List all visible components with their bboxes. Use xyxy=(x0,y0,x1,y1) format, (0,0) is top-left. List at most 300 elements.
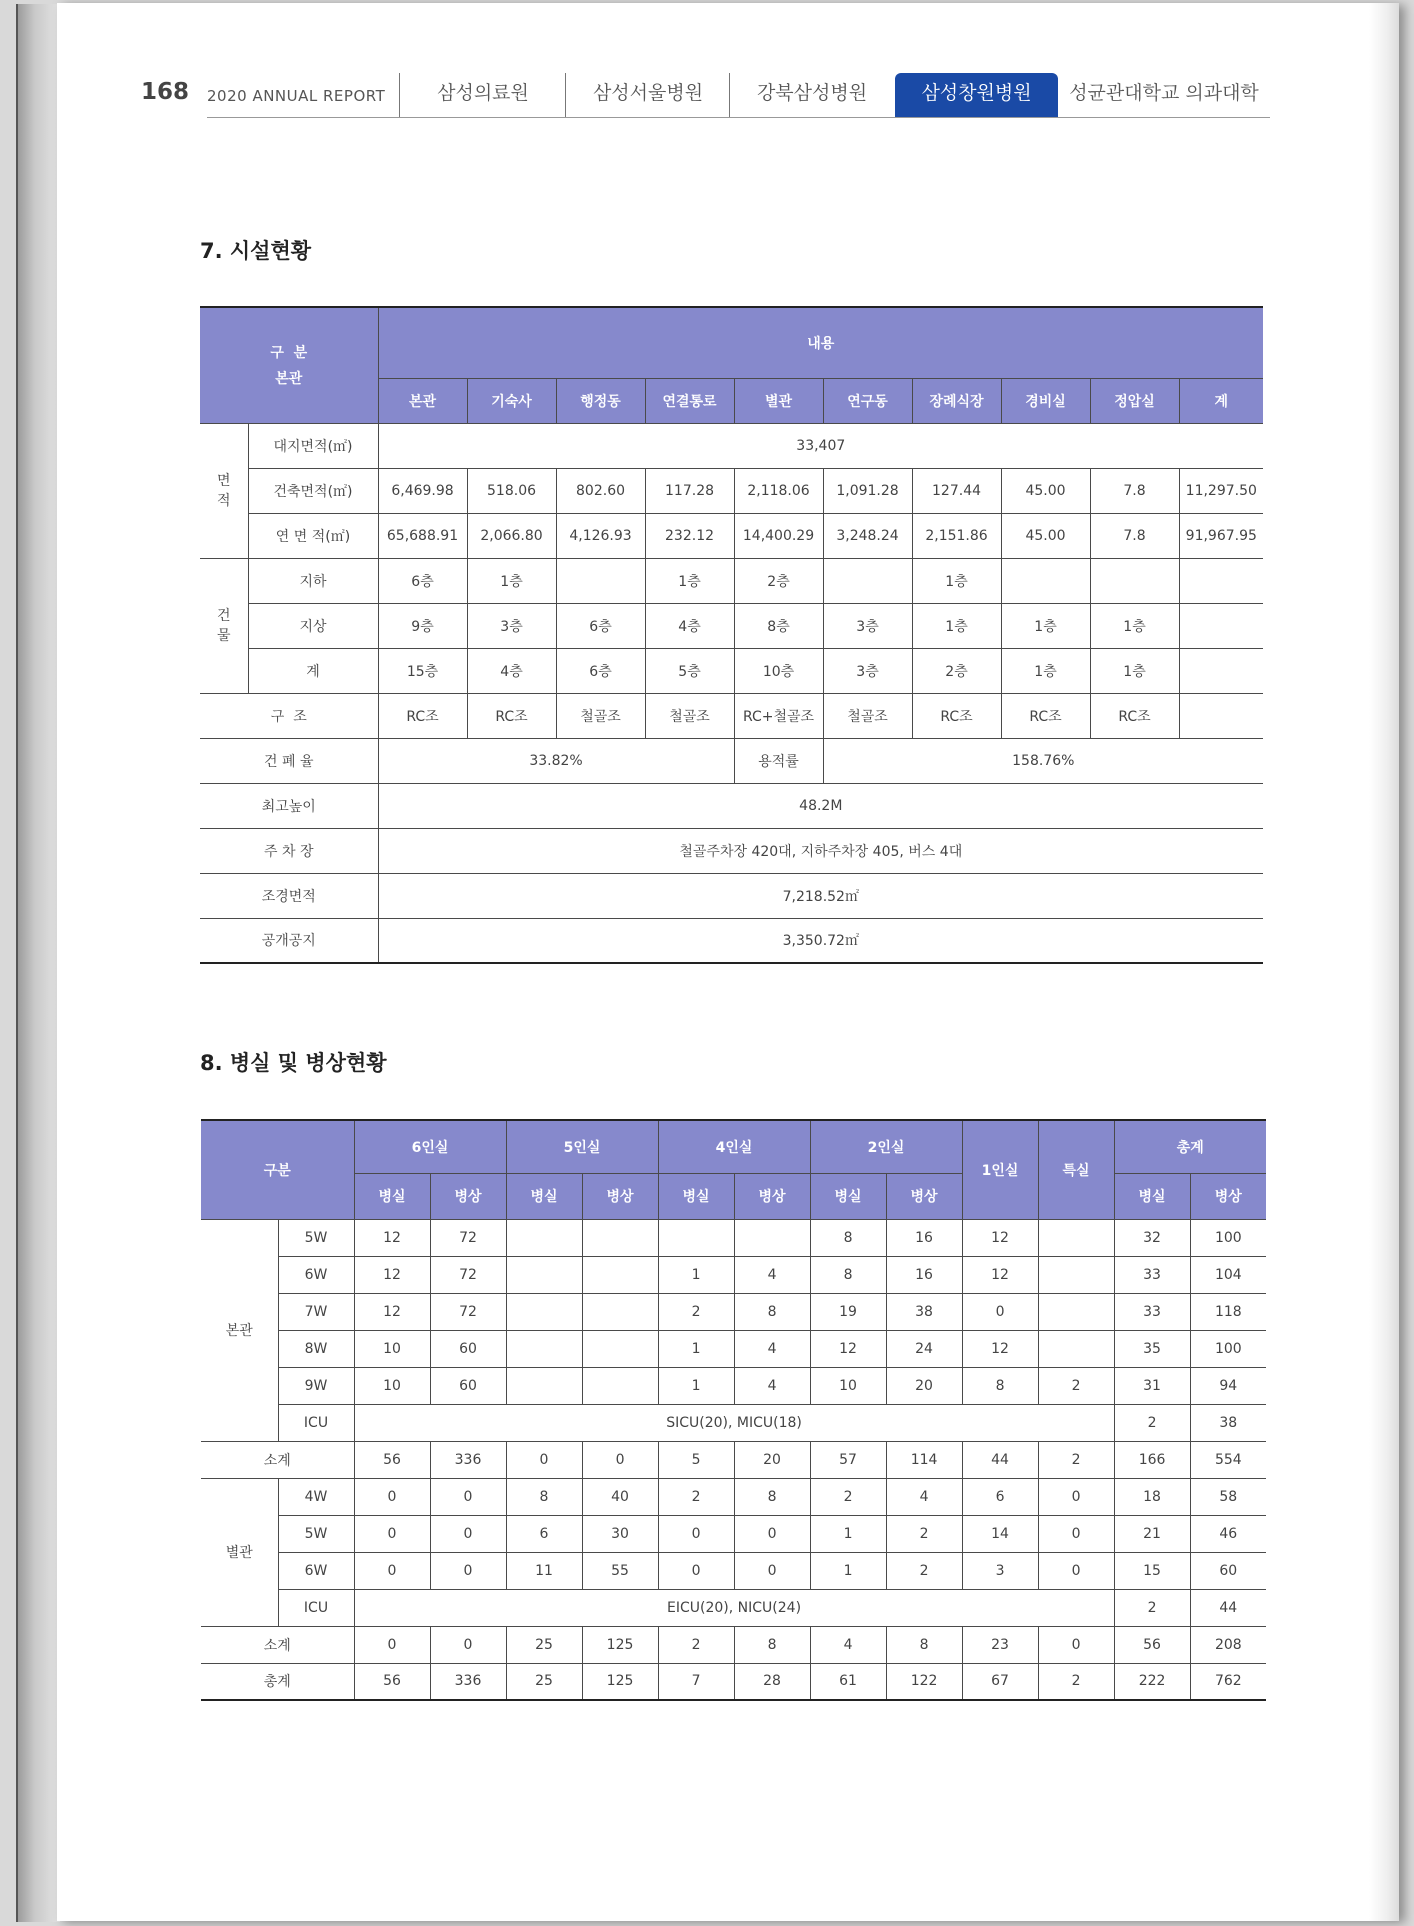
land-area-value: 33,407 xyxy=(378,423,1263,468)
ward-label: 7W xyxy=(278,1293,354,1330)
landscape-value: 7,218.52㎡ xyxy=(378,873,1263,918)
bed-cell: 762 xyxy=(1190,1663,1266,1700)
bed-cell: 1 xyxy=(810,1552,886,1589)
facility-cell: 45.00 xyxy=(1001,468,1090,513)
bed-cell xyxy=(506,1367,582,1404)
parking-row xyxy=(200,828,1263,873)
bed-cell xyxy=(1038,1330,1114,1367)
facility-column-header: 별관 xyxy=(734,378,823,423)
ward-label: 8W xyxy=(278,1330,354,1367)
far-value: 158.76% xyxy=(823,738,1263,783)
facility-cell: 1층 xyxy=(912,558,1001,603)
bed-cell: 2 xyxy=(1038,1663,1114,1700)
bed-cell: 44 xyxy=(962,1441,1038,1478)
coverage-label: 건 폐 율 xyxy=(200,738,378,783)
facility-cell xyxy=(1001,558,1090,603)
bed-cell: 72 xyxy=(430,1256,506,1293)
height-value: 48.2M xyxy=(378,783,1263,828)
bed-cell: 11 xyxy=(506,1552,582,1589)
page-edge xyxy=(1369,3,1399,1921)
facility-cell: 45.00 xyxy=(1001,513,1090,558)
bed-cell: 12 xyxy=(962,1219,1038,1256)
facility-cell xyxy=(1179,648,1263,693)
ward-label: ICU xyxy=(278,1404,354,1441)
icu-row xyxy=(201,1404,1266,1441)
page-header xyxy=(57,73,1399,118)
facility-cell: 철골조 xyxy=(556,693,645,738)
bed-cell: 208 xyxy=(1190,1626,1266,1663)
bed-cell: 1 xyxy=(810,1515,886,1552)
facility-column-header: 계 xyxy=(1179,378,1263,423)
header-rule xyxy=(207,117,1270,118)
facility-cell: 1층 xyxy=(1090,648,1179,693)
bed-cell xyxy=(506,1330,582,1367)
bed-cell: 56 xyxy=(1114,1626,1190,1663)
bed-cell: 8 xyxy=(506,1478,582,1515)
facility-cell: 7.8 xyxy=(1090,513,1179,558)
bed-cell: 8 xyxy=(734,1478,810,1515)
facility-cell: 2,066.80 xyxy=(467,513,556,558)
bed-cell: 25 xyxy=(506,1626,582,1663)
section7-title: 7. 시설현황 xyxy=(200,239,312,263)
bed-cell: 44 xyxy=(1190,1589,1266,1626)
facility-column-header: 행정동 xyxy=(556,378,645,423)
floor-area-label: 연 면 적(㎡) xyxy=(248,513,378,558)
far-label: 용적률 xyxy=(734,738,823,783)
bed-cell: 60 xyxy=(430,1367,506,1404)
bed-cell: 125 xyxy=(582,1663,658,1700)
coverage-row xyxy=(200,738,1263,783)
bed-cell: 10 xyxy=(354,1330,430,1367)
bed-cell: 1 xyxy=(658,1256,734,1293)
above-label: 지상 xyxy=(248,603,378,648)
bed-cell: 1 xyxy=(658,1367,734,1404)
ward-row xyxy=(201,1256,1266,1293)
bed-cell: 0 xyxy=(354,1515,430,1552)
facility-column-header: 경비실 xyxy=(1001,378,1090,423)
facility-cell: 1층 xyxy=(1001,603,1090,648)
bed-cell: 8 xyxy=(734,1293,810,1330)
building-area-label: 건축면적(㎡) xyxy=(248,468,378,513)
bed-cell: 0 xyxy=(1038,1478,1114,1515)
floors-total-label: 계 xyxy=(248,648,378,693)
bed-cell: 5 xyxy=(658,1441,734,1478)
bed-cell: 58 xyxy=(1190,1478,1266,1515)
ward-label: 4W xyxy=(278,1478,354,1515)
facility-cell: 1층 xyxy=(467,558,556,603)
icu-description: SICU(20), MICU(18) xyxy=(354,1404,1114,1441)
facility-cell xyxy=(556,558,645,603)
icu-row xyxy=(201,1589,1266,1626)
bed-cell: 0 xyxy=(582,1441,658,1478)
basement-label: 지하 xyxy=(248,558,378,603)
book-spine xyxy=(16,4,60,1922)
ward-label: 5W xyxy=(278,1515,354,1552)
facility-cell xyxy=(1179,693,1263,738)
report-page xyxy=(57,3,1399,1921)
bed-cell: 0 xyxy=(430,1626,506,1663)
facility-cell: 6층 xyxy=(556,648,645,693)
rooms-subheader: 병실 xyxy=(658,1173,734,1219)
bed-cell: 0 xyxy=(658,1515,734,1552)
bed-cell: 56 xyxy=(354,1441,430,1478)
bed-cell: 0 xyxy=(430,1478,506,1515)
facility-cell: 1층 xyxy=(645,558,734,603)
facility-table xyxy=(200,306,1263,964)
bed-cell: 0 xyxy=(1038,1626,1114,1663)
bed-cell: 60 xyxy=(1190,1552,1266,1589)
ward-label: 6W xyxy=(278,1552,354,1589)
facility-cell: 3,248.24 xyxy=(823,513,912,558)
rooms-subheader: 병실 xyxy=(1114,1173,1190,1219)
bed-cell: 104 xyxy=(1190,1256,1266,1293)
bed-cell: 4 xyxy=(886,1478,962,1515)
bed-cell: 33 xyxy=(1114,1293,1190,1330)
bed-cell: 2 xyxy=(1038,1367,1114,1404)
bed-cell: 20 xyxy=(886,1367,962,1404)
structure-row xyxy=(200,693,1263,738)
above-row xyxy=(200,603,1263,648)
facility-column-header: 정압실 xyxy=(1090,378,1179,423)
bed-cell: 0 xyxy=(506,1441,582,1478)
bed-cell: 554 xyxy=(1190,1441,1266,1478)
bed-cell: 23 xyxy=(962,1626,1038,1663)
bed-cell: 3 xyxy=(962,1552,1038,1589)
bed-cell: 8 xyxy=(810,1219,886,1256)
facility-cell: RC조 xyxy=(912,693,1001,738)
tab-samsung-medical-center[interactable]: 삼성의료원 xyxy=(399,73,566,117)
height-label: 최고높이 xyxy=(200,783,378,828)
bed-cell: 0 xyxy=(1038,1515,1114,1552)
facility-column-header: 연결통로 xyxy=(645,378,734,423)
facility-column-header: 장례식장 xyxy=(912,378,1001,423)
beds-subheader: 병상 xyxy=(430,1173,506,1219)
bed-cell: 16 xyxy=(886,1256,962,1293)
bed-cell: 10 xyxy=(354,1367,430,1404)
facility-cell: 7.8 xyxy=(1090,468,1179,513)
bed-cell xyxy=(506,1256,582,1293)
bed-cell: 100 xyxy=(1190,1330,1266,1367)
ward-row xyxy=(201,1515,1266,1552)
facility-cell: RC조 xyxy=(378,693,467,738)
building-group-label xyxy=(200,558,248,693)
landscape-row xyxy=(200,873,1263,918)
facility-cell: 3층 xyxy=(467,603,556,648)
bed-cell: 2 xyxy=(658,1478,734,1515)
facility-cell: 11,297.50 xyxy=(1179,468,1263,513)
facility-cell xyxy=(1179,603,1263,648)
bed-cell: 2 xyxy=(1038,1441,1114,1478)
bed-cell: 18 xyxy=(1114,1478,1190,1515)
bed-cell: 12 xyxy=(354,1219,430,1256)
page-number: 168 xyxy=(141,79,190,105)
facility-cell: RC조 xyxy=(467,693,556,738)
facility-cell: 2층 xyxy=(734,558,823,603)
tab-skku-medicine[interactable]: 성균관대학교 의과대학 xyxy=(1069,82,1259,104)
main-subtotal-row-label: 소계 xyxy=(201,1441,354,1478)
facility-cell: 1층 xyxy=(1090,603,1179,648)
building-group-text: 건 물 xyxy=(216,607,231,644)
bed-cell xyxy=(582,1219,658,1256)
bed-cell: 8 xyxy=(734,1626,810,1663)
beds-subheader: 병상 xyxy=(734,1173,810,1219)
facility-cell: 4,126.93 xyxy=(556,513,645,558)
annex-subtotal-row-label: 소계 xyxy=(201,1626,354,1663)
facility-cell: 232.12 xyxy=(645,513,734,558)
bed-cell xyxy=(658,1219,734,1256)
bed-cell: 4 xyxy=(734,1330,810,1367)
facility-cell: 9층 xyxy=(378,603,467,648)
facility-cell: 2,118.06 xyxy=(734,468,823,513)
bed-cell: 222 xyxy=(1114,1663,1190,1700)
structure-label: 구 조 xyxy=(200,693,378,738)
beds-subheader: 병상 xyxy=(886,1173,962,1219)
tab-samsung-changwon-hospital[interactable]: 삼성창원병원 xyxy=(895,73,1058,117)
floors-total-row xyxy=(200,648,1263,693)
bed-cell xyxy=(582,1367,658,1404)
bed-cell xyxy=(506,1219,582,1256)
bed-cell: 40 xyxy=(582,1478,658,1515)
facility-corner-header xyxy=(200,307,378,423)
facility-column-header: 연구동 xyxy=(823,378,912,423)
bed-cell: 0 xyxy=(430,1552,506,1589)
height-row xyxy=(200,783,1263,828)
public-space-value: 3,350.72㎡ xyxy=(378,918,1263,963)
bed-cell: 1 xyxy=(658,1330,734,1367)
bed-cell: 114 xyxy=(886,1441,962,1478)
bed-cell xyxy=(506,1293,582,1330)
ward-bed-table xyxy=(201,1119,1266,1701)
bed-cell: 38 xyxy=(886,1293,962,1330)
ward-row xyxy=(201,1367,1266,1404)
bed-cell: 336 xyxy=(430,1441,506,1478)
bed-cell: 14 xyxy=(962,1515,1038,1552)
building-label: 별관 xyxy=(201,1478,278,1626)
bed-cell: 30 xyxy=(582,1515,658,1552)
section8-title: 8. 병실 및 병상현황 xyxy=(200,1051,387,1075)
bed-cell: 46 xyxy=(1190,1515,1266,1552)
public-space-row xyxy=(200,918,1263,963)
facility-cell: 802.60 xyxy=(556,468,645,513)
bed-cell: 67 xyxy=(962,1663,1038,1700)
bed-cell: 24 xyxy=(886,1330,962,1367)
bed-cell xyxy=(1038,1293,1114,1330)
bed-cell: 8 xyxy=(962,1367,1038,1404)
facility-cell: 3층 xyxy=(823,603,912,648)
building-label: 본관 xyxy=(201,1219,278,1441)
bed-cell: 0 xyxy=(962,1293,1038,1330)
bed-cell: 0 xyxy=(658,1552,734,1589)
corner-bottom: 본관 xyxy=(275,371,303,388)
ward-label: 5W xyxy=(278,1219,354,1256)
bed-cell: 12 xyxy=(962,1330,1038,1367)
facility-cell: 5층 xyxy=(645,648,734,693)
facility-cell xyxy=(1090,558,1179,603)
rooms-subheader: 병실 xyxy=(354,1173,430,1219)
bed-cell: 0 xyxy=(734,1515,810,1552)
bed-cell: 25 xyxy=(506,1663,582,1700)
area-group-label xyxy=(200,423,248,558)
bed-cell: 35 xyxy=(1114,1330,1190,1367)
bed-cell: 57 xyxy=(810,1441,886,1478)
facility-cell: 2,151.86 xyxy=(912,513,1001,558)
bed-cell: 31 xyxy=(1114,1367,1190,1404)
grand-total-row xyxy=(201,1663,1266,1700)
area-group-text: 면 적 xyxy=(216,472,231,509)
main-subtotal-row xyxy=(201,1441,1266,1478)
bed-cell: 21 xyxy=(1114,1515,1190,1552)
bed-cell: 72 xyxy=(430,1293,506,1330)
bed-cell: 0 xyxy=(1038,1552,1114,1589)
bed-cell: 2 xyxy=(658,1626,734,1663)
bed-cell: 33 xyxy=(1114,1256,1190,1293)
facility-cell: 1층 xyxy=(1001,648,1090,693)
ward-row xyxy=(201,1330,1266,1367)
facility-cell: 8층 xyxy=(734,603,823,648)
floor-area-row xyxy=(200,513,1263,558)
bed-cell: 12 xyxy=(354,1256,430,1293)
facility-cell: 철골조 xyxy=(823,693,912,738)
facility-cell: 14,400.29 xyxy=(734,513,823,558)
bed-cell: 2 xyxy=(1114,1404,1190,1441)
rooms-subheader: 병실 xyxy=(810,1173,886,1219)
facility-cell xyxy=(823,558,912,603)
bed-cell: 12 xyxy=(962,1256,1038,1293)
facility-cell: 3층 xyxy=(823,648,912,693)
bed-cell xyxy=(582,1256,658,1293)
bed-cell: 38 xyxy=(1190,1404,1266,1441)
bed-corner-header: 구분 xyxy=(201,1120,354,1219)
bed-cell: 4 xyxy=(810,1626,886,1663)
facility-cell: 91,967.95 xyxy=(1179,513,1263,558)
ward-label: 6W xyxy=(278,1256,354,1293)
facility-cell: 10층 xyxy=(734,648,823,693)
public-space-label: 공개공지 xyxy=(200,918,378,963)
facility-cell: 1층 xyxy=(912,603,1001,648)
bed-cell xyxy=(582,1330,658,1367)
bed-cell: 4 xyxy=(734,1256,810,1293)
ward-row xyxy=(201,1552,1266,1589)
bed-cell: 12 xyxy=(354,1293,430,1330)
grand-total-row-label: 총계 xyxy=(201,1663,354,1700)
bed-cell: 55 xyxy=(582,1552,658,1589)
tab-kangbuk-samsung-hospital[interactable]: 강북삼성병원 xyxy=(729,73,894,117)
bed-cell: 12 xyxy=(810,1330,886,1367)
bed-cell: 61 xyxy=(810,1663,886,1700)
bed-cell: 118 xyxy=(1190,1293,1266,1330)
facility-cell: 127.44 xyxy=(912,468,1001,513)
facility-cell: 4층 xyxy=(467,648,556,693)
bed-cell: 0 xyxy=(430,1515,506,1552)
land-area-label: 대지면적(㎡) xyxy=(248,423,378,468)
facility-cell: 518.06 xyxy=(467,468,556,513)
bed-cell: 16 xyxy=(886,1219,962,1256)
report-title: 2020 ANNUAL REPORT xyxy=(207,87,386,105)
bed-cell: 0 xyxy=(354,1552,430,1589)
bed-cell: 20 xyxy=(734,1441,810,1478)
bed-cell: 72 xyxy=(430,1219,506,1256)
bed-cell: 100 xyxy=(1190,1219,1266,1256)
bed-cell: 0 xyxy=(354,1478,430,1515)
bed-cell: 0 xyxy=(354,1626,430,1663)
bed-cell: 10 xyxy=(810,1367,886,1404)
coverage-value: 33.82% xyxy=(378,738,734,783)
bed-cell: 6 xyxy=(506,1515,582,1552)
bed-cell: 7 xyxy=(658,1663,734,1700)
room-type-header: 특실 xyxy=(1038,1120,1114,1219)
bed-cell: 2 xyxy=(886,1552,962,1589)
ward-label: 9W xyxy=(278,1367,354,1404)
basement-row xyxy=(200,558,1263,603)
bed-cell: 32 xyxy=(1114,1219,1190,1256)
tab-samsung-seoul-hospital[interactable]: 삼성서울병원 xyxy=(565,73,730,117)
bed-cell: 94 xyxy=(1190,1367,1266,1404)
facility-cell: 4층 xyxy=(645,603,734,648)
room-type-header: 총계 xyxy=(1114,1120,1266,1173)
room-type-header: 2인실 xyxy=(810,1120,962,1173)
facility-cell: 철골조 xyxy=(645,693,734,738)
bed-cell: 8 xyxy=(886,1626,962,1663)
ward-row xyxy=(201,1219,1266,1256)
facility-cell xyxy=(1179,558,1263,603)
bed-cell: 4 xyxy=(734,1367,810,1404)
bed-cell: 122 xyxy=(886,1663,962,1700)
bed-cell xyxy=(582,1293,658,1330)
beds-subheader: 병상 xyxy=(582,1173,658,1219)
facility-column-header: 본관 xyxy=(378,378,467,423)
facility-cell: 65,688.91 xyxy=(378,513,467,558)
icu-description: EICU(20), NICU(24) xyxy=(354,1589,1114,1626)
facility-cell: 6층 xyxy=(378,558,467,603)
annex-subtotal-row xyxy=(201,1626,1266,1663)
bed-cell: 2 xyxy=(886,1515,962,1552)
building-area-row xyxy=(200,468,1263,513)
bed-cell: 6 xyxy=(962,1478,1038,1515)
bed-cell: 56 xyxy=(354,1663,430,1700)
bed-cell xyxy=(1038,1256,1114,1293)
facility-cell: 117.28 xyxy=(645,468,734,513)
content-header: 내용 xyxy=(378,307,1263,378)
bed-cell: 15 xyxy=(1114,1552,1190,1589)
facility-cell: 2층 xyxy=(912,648,1001,693)
facility-cell: 15층 xyxy=(378,648,467,693)
room-type-header: 1인실 xyxy=(962,1120,1038,1219)
rooms-subheader: 병실 xyxy=(506,1173,582,1219)
ward-label: ICU xyxy=(278,1589,354,1626)
facility-cell: 6,469.98 xyxy=(378,468,467,513)
facility-cell: RC조 xyxy=(1001,693,1090,738)
ward-row xyxy=(201,1478,1266,1515)
land-area-row xyxy=(200,423,1263,468)
bed-cell: 60 xyxy=(430,1330,506,1367)
bed-cell xyxy=(734,1219,810,1256)
facility-cell: 1,091.28 xyxy=(823,468,912,513)
landscape-label: 조경면적 xyxy=(200,873,378,918)
bed-cell xyxy=(1038,1219,1114,1256)
room-type-header: 4인실 xyxy=(658,1120,810,1173)
bed-cell: 166 xyxy=(1114,1441,1190,1478)
room-type-header: 6인실 xyxy=(354,1120,506,1173)
bed-cell: 19 xyxy=(810,1293,886,1330)
bed-cell: 28 xyxy=(734,1663,810,1700)
corner-top: 구 분 xyxy=(270,345,308,362)
facility-column-header: 기숙사 xyxy=(467,378,556,423)
bed-cell: 2 xyxy=(658,1293,734,1330)
facility-cell: RC+철골조 xyxy=(734,693,823,738)
room-type-header: 5인실 xyxy=(506,1120,658,1173)
facility-cell: RC조 xyxy=(1090,693,1179,738)
bed-cell: 2 xyxy=(1114,1589,1190,1626)
